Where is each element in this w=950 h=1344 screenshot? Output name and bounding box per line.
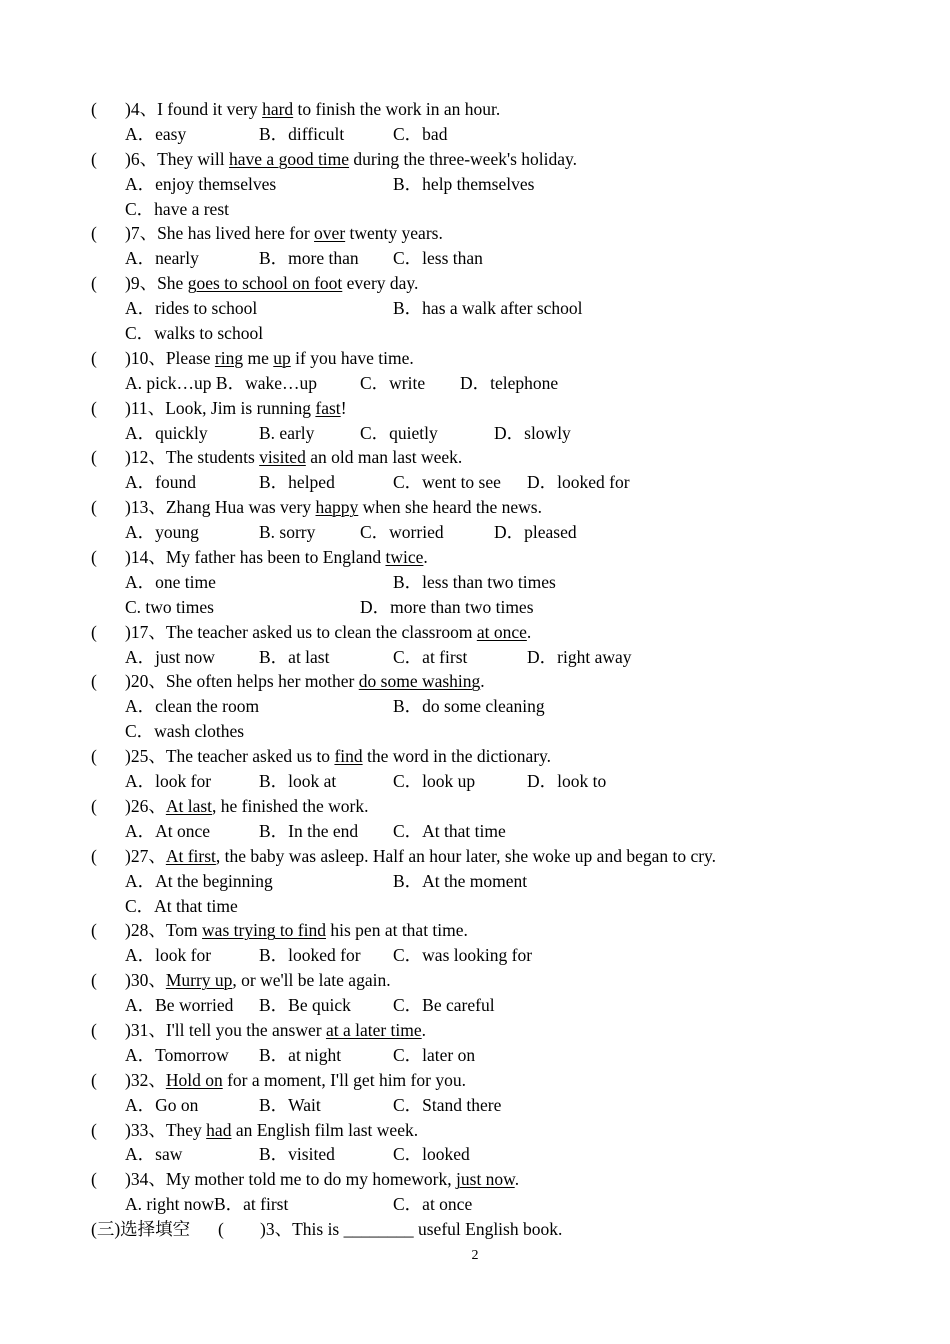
answer-blank: ( (91, 273, 97, 294)
answer-option: C．worried (360, 522, 444, 543)
answer-option: D．more than two times (360, 596, 534, 617)
question-text: when she heard the news. (358, 497, 542, 518)
answer-option: B．In the end (259, 820, 359, 841)
option-row (91, 197, 891, 222)
question-stem (91, 1018, 891, 1043)
option-row (91, 321, 891, 346)
answer-option: C．bad (393, 123, 448, 144)
answer-option: D．looked for (527, 472, 630, 493)
answer-option: A．At once (125, 820, 211, 841)
underlined-phrase: Murry up (165, 970, 233, 991)
answer-option: C．went to see (393, 472, 501, 493)
answer-blank: ( (91, 223, 97, 244)
question-text: ! (340, 397, 347, 418)
answer-option: C．at first (393, 646, 468, 667)
answer-option: A．found (125, 472, 196, 493)
answer-option: B．looked for (259, 945, 361, 966)
question-text: She has lived here for (157, 223, 315, 244)
answer-option: C．walks to school (125, 323, 264, 344)
answer-option: A．quickly (125, 422, 208, 443)
option-row (91, 819, 891, 844)
option-row (91, 694, 891, 719)
question-text: twenty years. (345, 223, 443, 244)
question-number: )27、 (125, 845, 166, 866)
answer-option: C．at once (393, 1194, 473, 1215)
underlined-phrase: at once (476, 621, 527, 642)
question-text: Tom (165, 920, 203, 941)
question-text: They will (157, 148, 230, 169)
answer-blank: ( (91, 795, 97, 816)
answer-option: B．look at (259, 771, 337, 792)
answer-blank: ( (91, 746, 97, 767)
question-number: )10、 (125, 347, 166, 368)
question-list (91, 97, 891, 1242)
underlined-phrase: do some washing (358, 671, 481, 692)
answer-blank: ( (91, 621, 97, 642)
answer-option: A．easy (125, 123, 187, 144)
answer-option: B．at last (259, 646, 330, 667)
option-row (91, 769, 891, 794)
option-row (91, 172, 891, 197)
question-stem (91, 794, 891, 819)
answer-option: B. sorry (259, 522, 316, 543)
answer-option: A．Tomorrow (125, 1044, 229, 1065)
question-stem (91, 221, 891, 246)
question-text: . (514, 1169, 520, 1190)
question-text: for a moment, I'll get him for you. (222, 1069, 466, 1090)
question-number: )31、 (125, 1019, 166, 1040)
answer-option: C．Be careful (393, 995, 495, 1016)
question-number: )14、 (125, 547, 166, 568)
answer-blank: ( (91, 845, 97, 866)
answer-blank: ( (91, 497, 97, 518)
question-number: )33、 (125, 1119, 166, 1140)
question-number: )25、 (125, 746, 166, 767)
answer-option: D．slowly (494, 422, 571, 443)
answer-blank: ( (91, 920, 97, 941)
question-text: . (526, 621, 532, 642)
question-stem (91, 744, 891, 769)
option-row (91, 421, 891, 446)
underlined-phrase: At last (165, 795, 213, 816)
question-text: his pen at that time. (326, 920, 468, 941)
answer-blank: ( (91, 1069, 97, 1090)
answer-option: B．helped (259, 472, 335, 493)
answer-blank: ( (91, 1119, 97, 1140)
answer-option: A．young (125, 522, 199, 543)
question-number: )7、 (125, 223, 158, 244)
answer-option: C．wash clothes (125, 721, 245, 742)
option-row (91, 371, 891, 396)
option-row (91, 719, 891, 744)
underlined-phrase: visited (259, 447, 306, 468)
question-stem (91, 271, 891, 296)
question-stem (91, 97, 891, 122)
answer-option: B．has a walk after school (393, 298, 583, 319)
answer-option: A. pick…up B．wake…up (125, 372, 317, 393)
question-text: . (423, 547, 428, 568)
underlined-phrase: over (314, 223, 346, 244)
answer-blank: ( (91, 397, 97, 418)
question-text: me (243, 347, 274, 368)
answer-option: A．Go on (125, 1094, 199, 1115)
answer-option: C．At that time (393, 820, 506, 841)
answer-option: A．look for (125, 771, 212, 792)
answer-option: C．look up (393, 771, 476, 792)
question-text: Look, Jim is running (165, 397, 316, 418)
section-title: (三)选择填空 (91, 1219, 191, 1240)
question-text: Please (165, 347, 215, 368)
answer-blank: ( (91, 447, 97, 468)
answer-option: B．visited (259, 1144, 335, 1165)
option-row (91, 869, 891, 894)
question-text: Zhang Hua was very (165, 497, 316, 518)
question-stem (91, 918, 891, 943)
answer-option: B. early (259, 422, 315, 443)
question-text: She often helps her mother (165, 671, 359, 692)
question-stem (91, 844, 891, 869)
answer-option: A．one time (125, 571, 216, 592)
question-stem (91, 620, 891, 645)
answer-option: C．looked (393, 1144, 470, 1165)
answer-option: B．Be quick (259, 995, 351, 1016)
answer-option: A．Be worried (125, 995, 234, 1016)
question-number: )32、 (125, 1069, 166, 1090)
question-number: )28、 (125, 920, 166, 941)
answer-option: A．At the beginning (125, 870, 273, 891)
question-text: the word in the dictionary. (362, 746, 552, 767)
question-text: , the baby was asleep. Half an hour later, she woke up and began to cry. (215, 845, 717, 866)
answer-option: A．nearly (125, 248, 199, 269)
underlined-phrase: up (273, 347, 291, 368)
underlined-phrase: had (206, 1119, 232, 1140)
option-row (91, 1192, 891, 1217)
underlined-phrase: At first (165, 845, 216, 866)
question-text: during the three-week's holiday. (349, 148, 578, 169)
answer-option: A．look for (125, 945, 212, 966)
answer-option: A．enjoy themselves (125, 173, 277, 194)
underlined-phrase: hard (262, 99, 294, 119)
answer-option: A．saw (125, 1144, 183, 1165)
option-row (91, 296, 891, 321)
question-text: . (421, 1019, 427, 1040)
option-row (91, 993, 891, 1018)
question-number: )13、 (125, 497, 166, 518)
question-number: )9、 (125, 273, 158, 294)
answer-blank: ( (91, 1169, 97, 1190)
question-number: )26、 (125, 795, 166, 816)
answer-option: B．help themselves (393, 173, 535, 194)
option-row (91, 645, 891, 670)
question-stem (91, 1068, 891, 1093)
option-row (91, 570, 891, 595)
answer-option: B．less than two times (393, 571, 556, 592)
answer-blank: ( (218, 1219, 224, 1240)
answer-option: D．telephone (460, 372, 559, 393)
question-number: )20、 (125, 671, 166, 692)
question-text: She (157, 273, 188, 294)
option-row (91, 1142, 891, 1167)
answer-option: B．at night (259, 1044, 342, 1065)
answer-option: C．have a rest (125, 198, 229, 219)
answer-blank: ( (91, 99, 97, 119)
question-stem (91, 445, 891, 470)
underlined-phrase: was trying to find (202, 920, 326, 941)
answer-option: B．At the moment (393, 870, 528, 891)
answer-blank: ( (91, 970, 97, 991)
option-row (91, 1093, 891, 1118)
question-number: )6、 (125, 148, 158, 169)
answer-blank: ( (91, 1019, 97, 1040)
option-row (91, 595, 891, 620)
question-text: an old man last week. (305, 447, 463, 468)
question-text: The teacher asked us to clean the classroom (165, 621, 477, 642)
question-text: My father has been to England (165, 547, 386, 568)
underlined-phrase: happy (315, 497, 359, 518)
question-text: They (165, 1119, 207, 1140)
question-text: , or we'll be late again. (232, 970, 391, 991)
question-text: I found it very (157, 99, 263, 119)
answer-option: C．less than (393, 248, 483, 269)
answer-option: A. right nowB．at first (125, 1194, 289, 1215)
answer-option: C．At that time (125, 895, 238, 916)
answer-option: C. two times (125, 596, 214, 617)
answer-blank: ( (91, 347, 97, 368)
answer-option: D．look to (527, 771, 607, 792)
answer-option: D．pleased (494, 522, 577, 543)
question-text: )3、This is ________ useful English book. (260, 1219, 563, 1240)
option-row (91, 470, 891, 495)
question-text: , he finished the work. (212, 795, 369, 816)
question-number: )34、 (125, 1169, 166, 1190)
question-number: )17、 (125, 621, 166, 642)
answer-blank: ( (91, 148, 97, 169)
answer-option: C．write (360, 372, 426, 393)
answer-option: C．quietly (360, 422, 438, 443)
answer-option: B．do some cleaning (393, 696, 545, 717)
underlined-phrase: fast (315, 397, 341, 418)
underlined-phrase: Hold on (165, 1069, 223, 1090)
option-row (91, 520, 891, 545)
option-row (91, 1043, 891, 1068)
question-stem (91, 396, 891, 421)
option-row (91, 943, 891, 968)
question-text: if you have time. (290, 347, 414, 368)
underlined-phrase: goes to school on foot (187, 273, 343, 294)
answer-option: A．just now (125, 646, 215, 667)
question-number: )4、 (125, 99, 158, 119)
answer-blank: ( (91, 547, 97, 568)
answer-option: C．was looking for (393, 945, 533, 966)
question-number: )11、 (125, 397, 166, 418)
question-text: every day. (342, 273, 419, 294)
question-text: an English film last week. (231, 1119, 419, 1140)
question-number: )30、 (125, 970, 166, 991)
section-heading-line (91, 1217, 891, 1242)
answer-blank: ( (91, 671, 97, 692)
question-text: My mother told me to do my homework, (165, 1169, 457, 1190)
answer-option: B．more than (259, 248, 359, 269)
underlined-phrase: have a good time (229, 148, 350, 169)
answer-option: C．later on (393, 1044, 476, 1065)
question-text: I'll tell you the answer (165, 1019, 326, 1040)
option-row (91, 122, 891, 147)
question-text: The teacher asked us to (165, 746, 335, 767)
question-text: The students (165, 447, 260, 468)
option-row (91, 246, 891, 271)
answer-option: D．right away (527, 646, 632, 667)
underlined-phrase: just now (456, 1169, 515, 1190)
question-text: to finish the work in an hour. (293, 99, 501, 119)
underlined-phrase: at a later time (325, 1019, 422, 1040)
answer-option: B．Wait (259, 1094, 321, 1115)
question-stem (91, 1118, 891, 1143)
page-number: 2 (471, 1248, 479, 1263)
underlined-phrase: ring (214, 347, 244, 368)
question-stem (91, 147, 891, 172)
underlined-phrase: find (334, 746, 363, 767)
question-text: . (480, 671, 485, 692)
answer-option: C．Stand there (393, 1094, 502, 1115)
option-row (91, 894, 891, 919)
answer-option: B．difficult (259, 123, 345, 144)
answer-option: A．clean the room (125, 696, 260, 717)
question-stem (91, 669, 891, 694)
question-number: )12、 (125, 447, 166, 468)
question-stem (91, 346, 891, 371)
question-stem (91, 495, 891, 520)
answer-option: A．rides to school (125, 298, 258, 319)
question-stem (91, 545, 891, 570)
question-stem (91, 1167, 891, 1192)
question-stem (91, 968, 891, 993)
underlined-phrase: twice (385, 547, 424, 568)
